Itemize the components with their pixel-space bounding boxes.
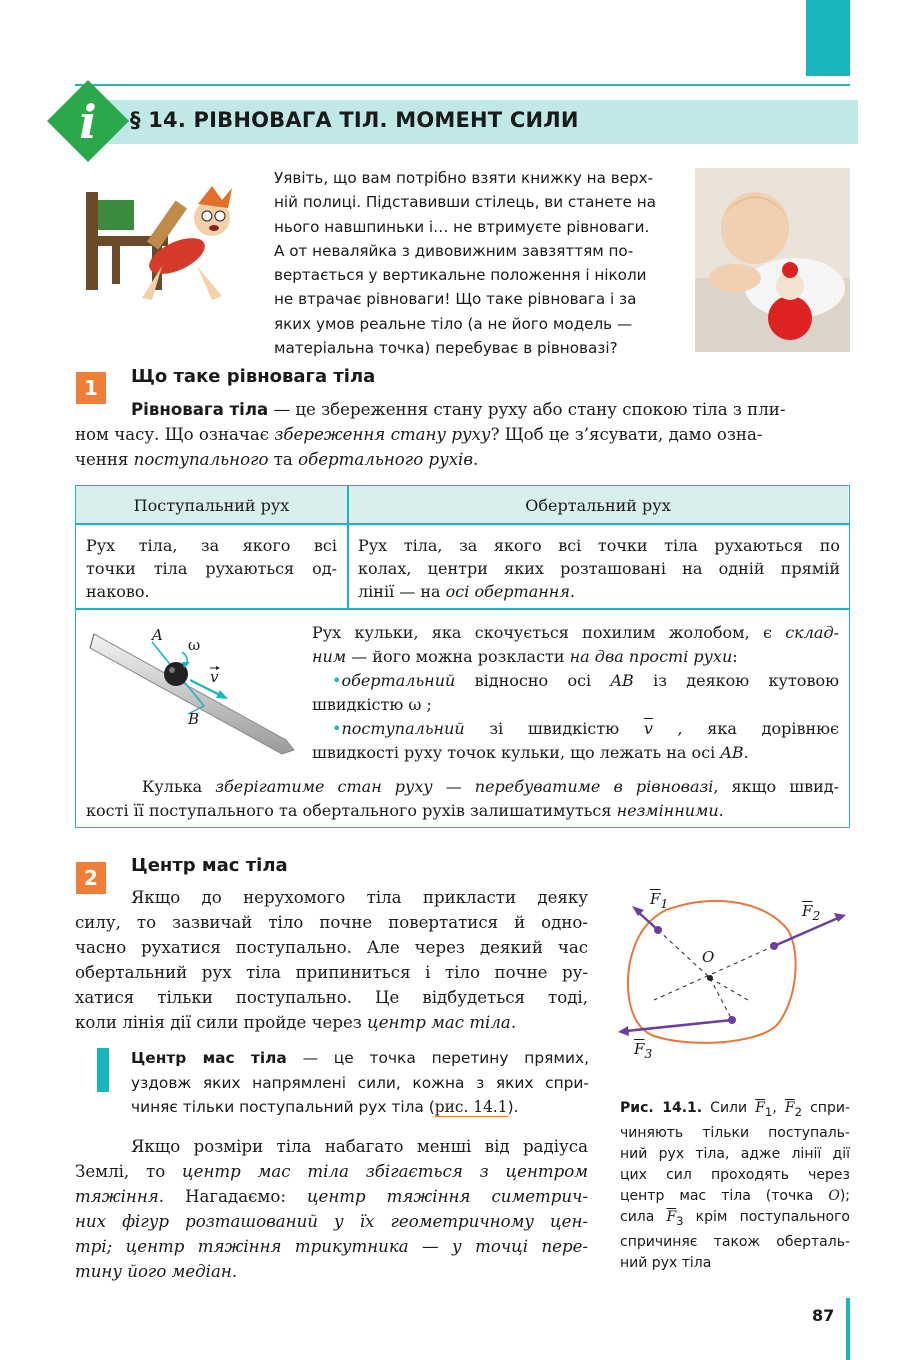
rolling-ball-diagram (86, 622, 300, 758)
text-span: та (268, 450, 299, 469)
italic-span: тяжіння (75, 1187, 159, 1206)
cell-line: Рух тіла, за якого всі (86, 536, 337, 555)
info-icon (45, 78, 131, 164)
figure-caption (620, 1098, 850, 1274)
caption-line: ний рух тіла (620, 1254, 712, 1271)
text-line: швидкістю ω ; (312, 695, 432, 714)
text-span: спри- (802, 1100, 850, 1116)
italic-span: зберігатиме стан руху — перебуватиме в рівновазі (215, 777, 714, 796)
text-line: силу, то зазвичай тіло почне повертатися й одно- (75, 913, 588, 932)
italic-span: ним (312, 647, 347, 666)
label-f1: $\overline{F}_1$ (650, 890, 669, 911)
subscript: 3 (676, 1213, 684, 1228)
text-span: . (231, 1262, 238, 1281)
cell-line: точки тіла рухаються од- (86, 559, 337, 578)
section-title: Що таке рівновага тіла (131, 366, 376, 387)
falling-man-illustration (72, 178, 252, 308)
table-divider (76, 608, 849, 610)
term-center-of-mass: Центр мас тіла (131, 1049, 287, 1067)
bullet-icon: • (332, 719, 342, 738)
text-span: чення (75, 450, 134, 469)
intro-line: А от неваляйка з дивовижним завзяттям по- (274, 241, 634, 260)
text-span: Сили (702, 1100, 756, 1116)
vector-f: $\overline{F}$ (666, 1208, 677, 1225)
table-cell-translational (86, 534, 337, 603)
text-line: Якщо розміри тіла набагато менші від радіуса (131, 1137, 588, 1156)
text-line: часно рухатися поступально. Але через деякий час (75, 938, 588, 957)
text-span: — це збереження стану руху або стану спокою тіла з пли- (268, 400, 786, 419)
subscript: 1 (764, 1104, 773, 1119)
italic-span: поступального (133, 450, 269, 469)
bullet-icon: • (332, 671, 342, 690)
cell-line: колах, центри яких розташовані на одній прямій (358, 559, 840, 578)
text-span: ); (839, 1187, 850, 1204)
text-span: ? Щоб це з’ясувати, дамо озна- (490, 425, 763, 444)
section-title: Центр мас тіла (131, 855, 288, 876)
caption-line: цих сил проходять через (620, 1166, 850, 1183)
caption-label: Рис. 14.1. (620, 1100, 703, 1116)
italic-span: центр мас тіла (367, 1013, 511, 1032)
vector-f: $\overline{F}$ (784, 1100, 795, 1116)
text-span: ). (507, 1098, 519, 1116)
label-f2: $\overline{F}_2$ (802, 902, 821, 923)
header-rule (75, 84, 850, 86)
page-title: § 14. РІВНОВАГА ТІЛ. МОМЕНТ СИЛИ (130, 108, 579, 132)
table-header-translational: Поступальний рух (133, 496, 290, 515)
text-span: . (718, 801, 724, 820)
italic-span: центр мас тіла збігається з центром (182, 1162, 588, 1181)
top-accent-bar (806, 0, 850, 76)
text-span: відносно осі (455, 671, 611, 690)
italic-span: обертального рухів (298, 450, 474, 469)
caption-line: спричиняє також оберталь- (620, 1233, 850, 1250)
label-b: B (188, 710, 200, 728)
info-glyph: i (79, 95, 97, 149)
vector-f: $\overline{F}$ (755, 1100, 765, 1116)
label-o: O (702, 948, 715, 966)
figure-reference-link[interactable]: рис. 14.1 (434, 1098, 508, 1116)
label-omega: ω (188, 636, 201, 654)
intro-line: не втрачає рівноваги! Що таке рівновага і за (274, 290, 637, 309)
section2-paragraph-2 (75, 1134, 588, 1284)
italic-span: них фігур розташований у їх геометричному цен- (75, 1212, 588, 1231)
text-line: уздовж яких напрямлені сили, кожна з яких спри- (131, 1073, 589, 1092)
italic-span: обертальний (341, 671, 456, 690)
text-span: — це точка перетину прямих, (286, 1049, 589, 1067)
rolling-text (312, 621, 839, 765)
text-span: сила (620, 1208, 667, 1225)
text-span: . (510, 1013, 517, 1032)
label-f3: $\overline{F}_3$ (634, 1040, 653, 1061)
intro-line: ній полиці. Підставивши стілець, ви станете на (274, 193, 656, 212)
italic-span: тину його медіан (75, 1262, 232, 1281)
text-span: швидкості руху точок кульки, що лежать на осі (312, 743, 721, 762)
text-span: Землі, то (75, 1162, 183, 1181)
intro-line: вертається у вертикальне положення і ніколи (274, 266, 647, 285)
figure-14-1-diagram (606, 880, 856, 1070)
section1-paragraph-cont (75, 422, 850, 472)
subscript: 2 (794, 1104, 803, 1119)
text-span: . (569, 582, 576, 601)
text-line: обертальний рух тіла припиниться і тіло почне ру- (75, 963, 588, 982)
italic-span: осі обертання (445, 582, 570, 601)
text-span: , якщо швид- (713, 777, 840, 796)
italic-span: склад- (785, 623, 839, 642)
label-v: v (210, 668, 219, 686)
label-a: A (152, 626, 163, 644)
section-number-badge: 2 (76, 862, 106, 894)
text-span: із деякою кутовою (633, 671, 840, 690)
text-span: центр мас тіла (точка (620, 1187, 829, 1204)
italic-span: на два прості рухи (569, 647, 733, 666)
caption-line: ний рух тіла, адже лінії дії (620, 1145, 850, 1162)
text-span: зі швидкістю (464, 719, 644, 738)
text-span: , яка дорівнює (652, 719, 839, 738)
table-header-rotational: Обертальний рух (525, 496, 671, 515)
italic-span: O (828, 1187, 840, 1204)
italic-span: AB (720, 743, 744, 762)
cell-line: Рух тіла, за якого всі точки тіла рухаються по (358, 536, 840, 555)
child-with-toy-photo (695, 168, 850, 352)
caption-line: чиняють тільки поступаль- (620, 1124, 850, 1141)
definition-marker (97, 1048, 109, 1092)
term-equilibrium: Рівновага тіла (131, 400, 269, 419)
intro-paragraph (274, 166, 664, 360)
text-span: . Нагадаємо: (158, 1187, 307, 1206)
cell-line: наково. (86, 582, 150, 601)
text-span: ном часу. Що означає (75, 425, 275, 444)
vector-v: $\overline{v}$ (643, 719, 653, 738)
section1-paragraph (131, 397, 850, 422)
text-span: — його можна розкласти (346, 647, 570, 666)
italic-span: AB (610, 671, 634, 690)
text-span: : (732, 647, 738, 666)
section2-paragraph (75, 885, 588, 1035)
intro-line: матеріальна точка) перебуває в рівновазі? (274, 339, 618, 358)
text-span: Рух кульки, яка скочується похилим жолобом, є (312, 623, 786, 642)
intro-line: Уявіть, що вам потрібно взяти книжку на верх- (274, 169, 654, 187)
page-number-rule (846, 1298, 850, 1360)
text-span: коли лінія дії сили пройде через (75, 1013, 368, 1032)
section-number-badge: 1 (76, 372, 106, 404)
text-span: . (743, 743, 749, 762)
italic-span: збереження стану руху (274, 425, 491, 444)
italic-span: поступальний (341, 719, 465, 738)
intro-line: яких умов реальне тіло (а не його модель — (274, 314, 633, 333)
rolling-conclusion (86, 775, 839, 823)
table-cell-rotational (358, 534, 840, 603)
text-span: , (772, 1100, 785, 1116)
text-span: Кулька (142, 777, 216, 796)
text-span: чиняє тільки поступальний рух тіла ( (131, 1098, 435, 1116)
table-divider (76, 523, 849, 525)
page-number: 87 (812, 1306, 835, 1325)
definition-center-of-mass (131, 1046, 589, 1120)
text-span: . (473, 450, 479, 469)
intro-line: нього навшпиньки і… не втримуєте рівноваги. (274, 217, 650, 236)
text-line: хатися тільки поступально. Це відбудеться тоді, (75, 988, 588, 1007)
text-line: Якщо до нерухомого тіла прикласти деяку (131, 888, 588, 907)
text-span: кості її поступального та обертального рухів залишатимуться (86, 801, 617, 820)
italic-span: незмінними (616, 801, 719, 820)
italic-span: центр тяжіння симетрич- (306, 1187, 588, 1206)
italic-span: трі; центр тяжіння трикутника — у точці пере- (75, 1237, 588, 1256)
text-span: крім поступального (683, 1208, 851, 1225)
text-span: лінії — на (358, 582, 446, 601)
